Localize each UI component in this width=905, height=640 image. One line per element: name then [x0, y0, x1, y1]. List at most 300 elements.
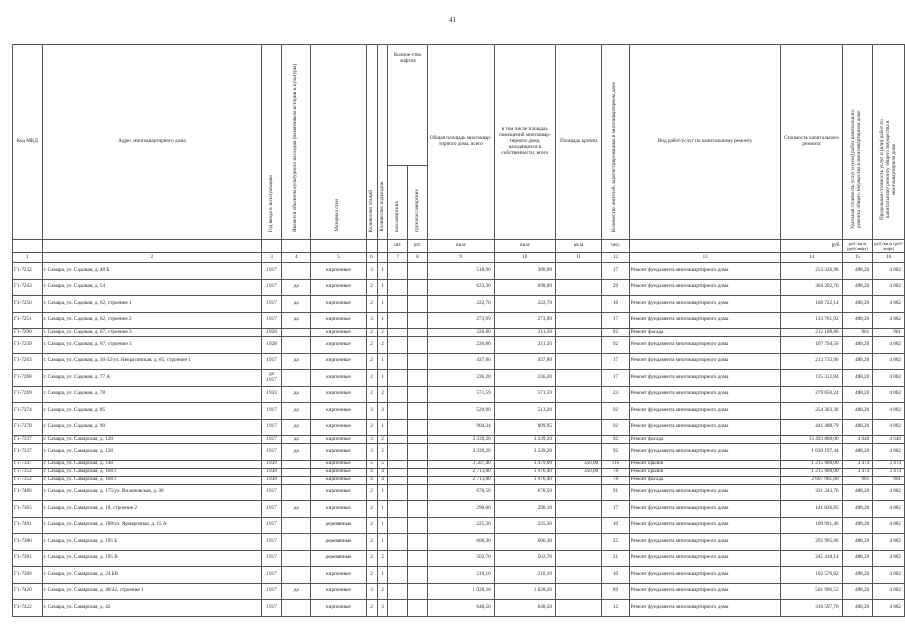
cell-elev-cargo [408, 567, 428, 584]
cell-specific-cost: 488,20 [842, 550, 873, 567]
cell-owned-area: 273,99 [494, 312, 555, 329]
cell-entrances: 2 [377, 329, 388, 337]
cell-specific-cost: 488,20 [842, 279, 873, 296]
header-entrances: Количество подъездов [377, 45, 388, 240]
cell-address: г. Самара, ул. Садовая, д. 62, строение 1 [42, 296, 262, 313]
unit-cell: руб. [781, 240, 842, 253]
cell-cost: 441 498,79 [781, 419, 842, 436]
cell-entrances: 1 [377, 370, 388, 387]
cell-code: Г1-7250 [13, 296, 43, 313]
cell-roof-area [555, 484, 601, 501]
cell-roof-area [555, 370, 601, 387]
cell-entrances: 2 [377, 436, 388, 444]
column-number: 6 [366, 253, 377, 263]
cell-work-type: Ремонт фундамента многоквартирного дома [629, 484, 781, 501]
cell-owned-area: 290,10 [494, 501, 555, 518]
cell-residents: 92 [602, 329, 630, 337]
cell-year: 1917 [262, 567, 282, 584]
cell-code: Г1-7380 [13, 534, 43, 551]
cell-residents: 78 [602, 468, 630, 476]
cell-heritage [282, 337, 311, 354]
table-row [13, 460, 905, 468]
cell-elev-cargo [408, 583, 428, 600]
cell-total-area: 520,90 [427, 403, 494, 420]
cell-address: г. Самара, ул. Самарская, д. 188/ул. Ярмарочная, д. 15 А [42, 517, 262, 534]
cell-year: 1938 [262, 476, 282, 484]
cell-residents: 23 [602, 386, 630, 403]
cell-elev-cargo [408, 476, 428, 484]
cell-material: кирпичные [311, 567, 366, 584]
cell-cost: 141 626,85 [781, 501, 842, 518]
cell-material: кирпичные [311, 476, 366, 484]
cell-owned-area: 698,90 [494, 279, 555, 296]
cell-residents: 92 [602, 337, 630, 354]
cell-specific-cost: 4 640 [842, 436, 873, 444]
column-number: 12 [602, 253, 630, 263]
cell-year: 1917 [262, 279, 282, 296]
table-row [13, 263, 905, 280]
cell-heritage [282, 600, 311, 617]
cell-specific-cost: 488,20 [842, 484, 873, 501]
cell-heritage [282, 370, 311, 387]
cell-address: г. Самара, ул. Самарская, д. 175/ул. Вилоновская, д. 38 [42, 484, 262, 501]
cell-work-type: Ремонт фундамента многоквартирного дома [629, 386, 781, 403]
cell-cost: 331 243,70 [781, 484, 842, 501]
cell-year: 1917 [262, 550, 282, 567]
cell-max-cost: 961 [873, 329, 905, 337]
cell-year: 1917 [262, 484, 282, 501]
cell-max-cost: 4 882 [873, 419, 905, 436]
cell-max-cost: 3 474 [873, 460, 905, 468]
cell-floors: 3 [366, 436, 377, 444]
cell-total-area: 678,50 [427, 484, 494, 501]
cell-specific-cost: 488,20 [842, 403, 873, 420]
cell-work-type: Ремонт фундамента многоквартирного дома [629, 583, 781, 600]
cell-owned-area: 809,95 [494, 419, 555, 436]
cell-total-area: 273,99 [427, 312, 494, 329]
cell-residents: 17 [602, 312, 630, 329]
cell-owned-area: 211,50 [494, 337, 555, 354]
cell-max-cost: 4 882 [873, 263, 905, 280]
cell-total-area: 623,30 [427, 279, 494, 296]
cell-entrances: 1 [377, 296, 388, 313]
cell-elev-cargo [408, 468, 428, 476]
cell-code: Г1-7274 [13, 403, 43, 420]
cell-residents: 116 [602, 460, 630, 468]
cell-residents: 10 [602, 567, 630, 584]
cell-floors: 2 [366, 353, 377, 370]
cell-year: 1917 [262, 517, 282, 534]
cell-heritage [282, 468, 311, 476]
unit-cell: кв.м [494, 240, 555, 253]
cell-heritage [282, 484, 311, 501]
cell-roof-area [555, 419, 601, 436]
cell-owned-area: 225,30 [494, 517, 555, 534]
cell-elev-passenger [388, 501, 408, 518]
cell-elev-passenger [388, 403, 408, 420]
column-number: 16 [873, 253, 905, 263]
cell-roof-area [555, 263, 601, 280]
cell-cost: 107 794,56 [781, 337, 842, 354]
cell-heritage [282, 476, 311, 484]
cell-work-type: Ремонт крыши [629, 468, 781, 476]
cell-floors: 2 [366, 484, 377, 501]
cell-floors: 3 [366, 444, 377, 461]
cell-work-type: Ремонт фундамента многоквартирного дома [629, 501, 781, 518]
cell-cost: 133 761,92 [781, 312, 842, 329]
cell-specific-cost: 488,20 [842, 419, 873, 436]
cell-total-area: 220,80 [427, 329, 494, 337]
cell-elev-passenger [388, 296, 408, 313]
cell-year: 1917 [262, 501, 282, 518]
cell-work-type: Ремонт фундамента многоквартирного дома [629, 600, 781, 617]
cell-elev-cargo [408, 370, 428, 387]
cell-address: г. Самара, ул. Самарская, д. 18, строение 2 [42, 501, 262, 518]
cell-floors: 5 [366, 460, 377, 468]
cell-elev-cargo [408, 484, 428, 501]
unit-cell: руб./кв.м (руб/лифт) [842, 240, 873, 253]
cell-cost: 213 733,96 [781, 353, 842, 370]
cell-elev-cargo [408, 329, 428, 337]
cell-work-type: Ремонт фундамента многоквартирного дома [629, 444, 781, 461]
cell-code: Г1-7269 [13, 386, 43, 403]
cell-total-area: 2 713,80 [427, 476, 494, 484]
cell-year: 1917 [262, 583, 282, 600]
cell-total-area: 3 507,40 [427, 460, 494, 468]
cell-floors: 2 [366, 501, 377, 518]
cell-owned-area: 513,20 [494, 403, 555, 420]
cell-elev-passenger [388, 329, 408, 337]
cell-work-type: Ремонт фундамента многоквартирного дома [629, 337, 781, 354]
cell-floors: 3 [366, 403, 377, 420]
cell-specific-cost: 488,20 [842, 444, 873, 461]
cell-material: кирпичные [311, 353, 366, 370]
cell-roof-area: 350,00 [555, 468, 601, 476]
column-number: 9 [427, 253, 494, 263]
cell-code: Г1-7278 [13, 419, 43, 436]
cell-heritage: да [282, 296, 311, 313]
unit-cell: шт. [388, 240, 408, 253]
column-number: 10 [494, 253, 555, 263]
header-cost: Стоимость капитального ремонта [781, 45, 842, 240]
cell-floors: 3 [366, 263, 377, 280]
cell-specific-cost: 961 [842, 329, 873, 337]
cell-residents: 29 [602, 279, 630, 296]
table-row [13, 583, 905, 600]
cell-heritage: да [282, 444, 311, 461]
cell-residents: 25 [602, 534, 630, 551]
cell-elev-passenger [388, 534, 408, 551]
header-heritage: Является объектом культурного наследия (памятником истории и культуры) [282, 45, 311, 240]
cell-address: г. Самара, ул. Садовая, д. 62, строение 2 [42, 312, 262, 329]
cell-roof-area [555, 550, 601, 567]
cell-entrances: 1 [377, 484, 388, 501]
cell-material: кирпичные [311, 460, 366, 468]
cell-heritage: да [282, 386, 311, 403]
cell-year: 1917 [262, 296, 282, 313]
cell-residents: 92 [602, 403, 630, 420]
cell-code: Г1-7381 [13, 550, 43, 567]
column-number: 1 [13, 253, 43, 263]
cell-heritage: да [282, 501, 311, 518]
cell-floors: 2 [366, 386, 377, 403]
cell-entrances: 1 [377, 517, 388, 534]
cell-specific-cost: 488,20 [842, 312, 873, 329]
cell-entrances: 2 [377, 550, 388, 567]
cell-total-area: 225,30 [427, 517, 494, 534]
cell-roof-area [555, 337, 601, 354]
cell-code: Г1-7243 [13, 279, 43, 296]
cell-residents: 92 [602, 436, 630, 444]
cell-year: 1917 [262, 263, 282, 280]
cell-residents: 10 [602, 517, 630, 534]
cell-code: Г1-7268 [13, 370, 43, 387]
cell-residents: 12 [602, 600, 630, 617]
cell-residents: 91 [602, 484, 630, 501]
page-number: 41 [449, 16, 456, 24]
cell-cost: 254 303,38 [781, 403, 842, 420]
cell-specific-cost: 488,20 [842, 501, 873, 518]
cell-residents: 10 [602, 296, 630, 313]
cell-elev-cargo [408, 312, 428, 329]
column-number-row [13, 253, 905, 263]
table-row [13, 517, 905, 534]
cell-specific-cost: 488,20 [842, 370, 873, 387]
cell-total-area: 1 028,26 [427, 583, 494, 600]
table-row [13, 296, 905, 313]
table-row [13, 386, 905, 403]
cell-roof-area [555, 312, 601, 329]
cell-year: 1917 [262, 403, 282, 420]
cell-year: 1938 [262, 468, 282, 476]
cell-elev-passenger [388, 386, 408, 403]
cell-owned-area: 678,50 [494, 484, 555, 501]
cell-work-type: Ремонт фасада [629, 329, 781, 337]
cell-max-cost: 4 882 [873, 386, 905, 403]
cell-code: Г1-7491 [13, 517, 43, 534]
cell-floors: 2 [366, 600, 377, 617]
cell-max-cost: 4 882 [873, 517, 905, 534]
cell-roof-area [555, 329, 601, 337]
cell-cost: 1 215 900,00 [781, 460, 842, 468]
cell-max-cost: 4 882 [873, 279, 905, 296]
cell-owned-area: 210,10 [494, 567, 555, 584]
cell-material: деревянные [311, 517, 366, 534]
unit-cell: шт. [408, 240, 428, 253]
cell-material: деревянные [311, 534, 366, 551]
cell-specific-cost: 488,20 [842, 534, 873, 551]
table-row [13, 550, 905, 567]
cell-roof-area [555, 436, 601, 444]
cell-material: кирпичные [311, 263, 366, 280]
cell-specific-cost: 488,20 [842, 337, 873, 354]
cell-elev-cargo [408, 337, 428, 354]
header-code: Код МКД [13, 45, 43, 240]
cell-total-area: 290,00 [427, 501, 494, 518]
table-row [13, 444, 905, 461]
cell-material: кирпичные [311, 484, 366, 501]
cell-specific-cost: 488,20 [842, 583, 873, 600]
cell-address: г. Самара, ул. Самарская, д. 168 Г [42, 468, 262, 476]
cell-elev-cargo [408, 444, 428, 461]
column-number: 7 [388, 253, 408, 263]
cell-roof-area [555, 534, 601, 551]
cell-residents: 92 [602, 444, 630, 461]
cell-floors: 2 [366, 534, 377, 551]
cell-total-area: 210,10 [427, 567, 494, 584]
cell-floors: 2 [366, 296, 377, 313]
cell-elev-cargo [408, 436, 428, 444]
cell-owned-area: 606,30 [494, 534, 555, 551]
cell-entrances: 3 [377, 403, 388, 420]
cell-roof-area [555, 583, 601, 600]
cell-entrances: 1 [377, 263, 388, 280]
cell-cost: 212 188,80 [781, 329, 842, 337]
cell-cost: 115 312,84 [781, 370, 842, 387]
cell-roof-area [555, 501, 601, 518]
cell-address: г. Самара, ул. Самарская, д. 128 [42, 436, 262, 444]
cell-elev-passenger [388, 279, 408, 296]
cell-entrances: 1 [377, 419, 388, 436]
cell-roof-area [555, 476, 601, 484]
cell-total-area: 220,80 [427, 337, 494, 354]
cell-year: 1917 [262, 436, 282, 444]
header-specific-cost: Удельная стоимость услуг и (или) работ капитального ремонта общего имущества в многоквартирном доме [842, 45, 873, 240]
cell-residents: 21 [602, 550, 630, 567]
cell-floors: 2 [366, 370, 377, 387]
cell-floors: 2 [366, 517, 377, 534]
cell-address: г. Самара, ул. Садовая, д. 67, строение 3 [42, 329, 262, 337]
cell-code: Г1-7251 [13, 312, 43, 329]
cell-elev-passenger [388, 567, 408, 584]
cell-cost: 15 493 888,00 [781, 436, 842, 444]
cell-owned-area: 571,59 [494, 386, 555, 403]
cell-specific-cost: 488,20 [842, 353, 873, 370]
table-row [13, 600, 905, 617]
cell-cost: 253 326,98 [781, 263, 842, 280]
cell-material: кирпичные [311, 403, 366, 420]
cell-owned-area: 1 028,26 [494, 583, 555, 600]
cell-cost: 1 215 900,00 [781, 468, 842, 476]
header-work-type: Вид работ/услуг по капитальному ремонту [629, 45, 781, 240]
cell-heritage: да [282, 419, 311, 436]
cell-year: 1917 [262, 419, 282, 436]
cell-cost: 109 991,46 [781, 517, 842, 534]
cell-material: кирпичные [311, 279, 366, 296]
cell-owned-area: 648,50 [494, 600, 555, 617]
table-row [13, 353, 905, 370]
cell-roof-area [555, 600, 601, 617]
cell-address: г. Самара, ул. Садовая, д. 77 А [42, 370, 262, 387]
cell-code: Г1-7365 [13, 501, 43, 518]
unit-cell: руб./кв.м (руб/лифт) [874, 240, 903, 251]
cell-specific-cost: 3 474 [842, 468, 873, 476]
cell-material: кирпичные [311, 329, 366, 337]
cell-year: 1928 [262, 329, 282, 337]
unit-cell: чел. [602, 240, 630, 253]
cell-residents: 92 [602, 419, 630, 436]
cell-material: кирпичные [311, 501, 366, 518]
header-max-cost: Предельная стоимость услуг и (или) работ по капитальному ремонту общего имущества в многоквартирном доме [873, 45, 905, 240]
cell-work-type: Ремонт фасада [629, 436, 781, 444]
cell-owned-area: 502,70 [494, 550, 555, 567]
cell-material: кирпичные [311, 370, 366, 387]
unit-cell: кв.м [555, 240, 601, 253]
cell-elev-cargo [408, 386, 428, 403]
cell-address: г. Самара, ул. Самарская, д. 24 БВ [42, 567, 262, 584]
cell-address: г. Самара, ул. Самарская, д. 148 [42, 460, 262, 468]
cell-max-cost: 4 882 [873, 337, 905, 354]
table-row [13, 534, 905, 551]
cell-heritage [282, 460, 311, 468]
cell-total-area: 606,30 [427, 534, 494, 551]
cell-entrances: 5 [377, 460, 388, 468]
cell-specific-cost: 488,20 [842, 296, 873, 313]
cell-cost: 316 597,70 [781, 600, 842, 617]
cell-elev-passenger [388, 436, 408, 444]
cell-roof-area [555, 517, 601, 534]
column-number: 11 [555, 253, 601, 263]
cell-elev-cargo [408, 460, 428, 468]
cell-roof-area [555, 567, 601, 584]
cell-material: кирпичные [311, 386, 366, 403]
cell-max-cost: 4 882 [873, 534, 905, 551]
cell-max-cost: 4 882 [873, 296, 905, 313]
cell-roof-area [555, 353, 601, 370]
cell-elev-passenger [388, 484, 408, 501]
column-number: 14 [781, 253, 842, 263]
cell-work-type: Ремонт фундамента многоквартирного дома [629, 534, 781, 551]
cell-entrances: 2 [377, 337, 388, 354]
cell-cost: 501 996,53 [781, 583, 842, 600]
cell-address: г. Самара, ул. Садовая, д. 67, строение 3 [42, 337, 262, 354]
cell-entrances: 1 [377, 534, 388, 551]
cell-heritage [282, 329, 311, 337]
cell-cost: 2 607 961,80 [781, 476, 842, 484]
cell-max-cost: 4 882 [873, 501, 905, 518]
cell-cost: 279 050,24 [781, 386, 842, 403]
cell-address: г. Самара, ул. Самарская, д. 40/42, строение 1 [42, 583, 262, 600]
column-number: 2 [42, 253, 262, 263]
cell-code: Г1-7239 [13, 337, 43, 354]
cell-code: Г1-7422 [13, 600, 43, 617]
cell-max-cost: 4 882 [873, 583, 905, 600]
cell-elev-cargo [408, 517, 428, 534]
cell-elev-passenger [388, 517, 408, 534]
table-row [13, 279, 905, 296]
cell-roof-area [555, 444, 601, 461]
cell-address: г. Самара, ул. Самарская, д. 42 [42, 600, 262, 617]
cell-heritage: да [282, 436, 311, 444]
cell-residents: 17 [602, 501, 630, 518]
cell-heritage: да [282, 403, 311, 420]
column-number: 5 [311, 253, 366, 263]
cell-code: Г1-7290 [13, 329, 43, 337]
header-total-area: Общая площадь многоквар-тирного дома, всего [427, 45, 494, 240]
cell-address: г. Самара, ул. Садовая, д. 30-32/ул. Некрасовская, д. 85, строение 1 [42, 353, 262, 370]
header-elevators-cargo: грузопассажирских [408, 166, 428, 240]
cell-work-type: Ремонт фундамента многоквартирного дома [629, 279, 781, 296]
capital-repair-table [12, 44, 905, 617]
cell-roof-area [555, 403, 601, 420]
cell-address: г. Самара, ул. Самарская, д. 195 Б [42, 534, 262, 551]
column-number [377, 253, 388, 263]
cell-work-type: Ремонт фундамента многоквартирного дома [629, 403, 781, 420]
cell-elev-passenger [388, 476, 408, 484]
cell-address: г. Самара, ул. Садовая, д. 54 [42, 279, 262, 296]
cell-heritage: да [282, 353, 311, 370]
cell-elev-passenger [388, 550, 408, 567]
